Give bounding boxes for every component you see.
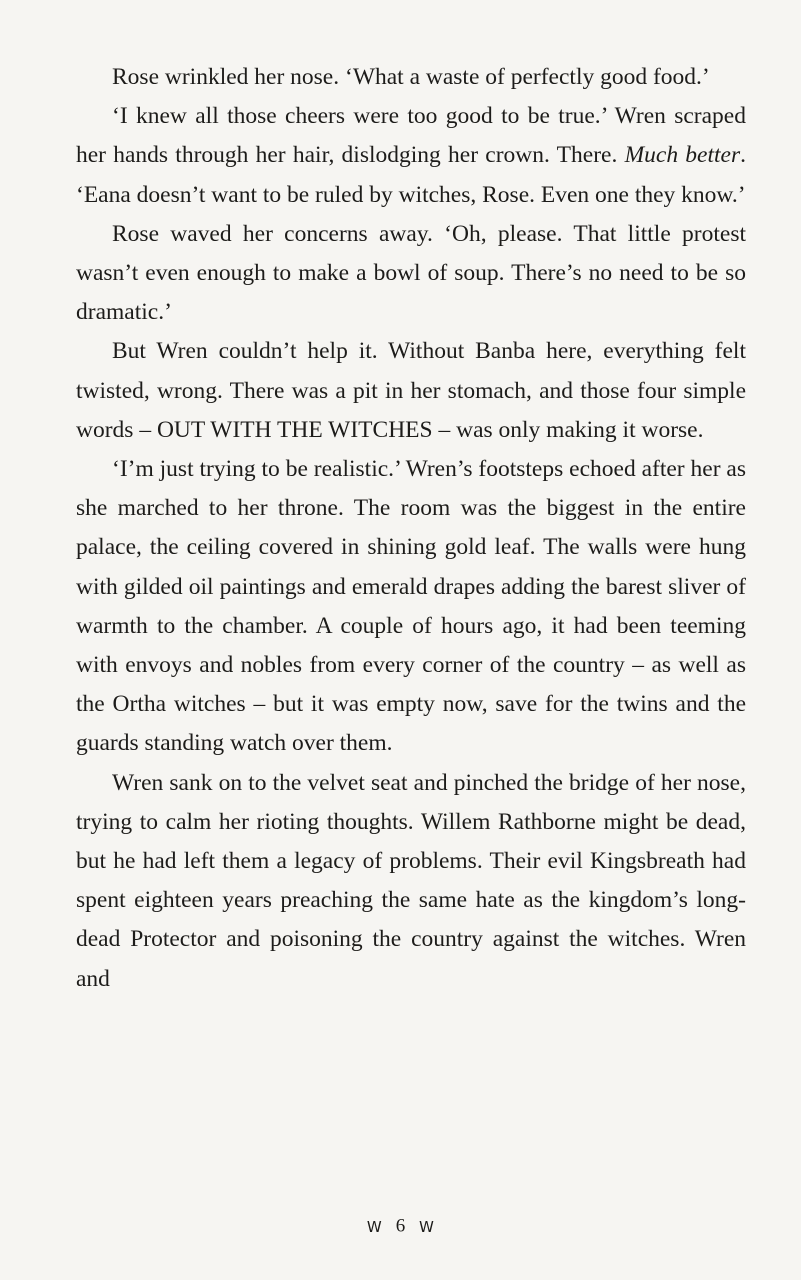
right-crown-ornament-icon: W — [419, 1217, 435, 1236]
text-run: Rose waved her concerns away. ‘Oh, please. That little protest wasn’t even enough to make a bowl of soup. There’s no need to be so dramatic.’ — [76, 220, 746, 326]
text-run: ‘I knew all those cheers were too good to be true.’ Wren scraped her hands through her hair, dislodging her crown. There. — [76, 103, 746, 169]
paragraph — [76, 97, 746, 215]
paragraph — [76, 58, 746, 97]
text-run: Wren sank on to the velvet seat and pinched the bridge of her nose, trying to calm her rioting thoughts. Willem Rathborne might be dead, but he had left them a legacy of problems. Their evil Kingsbreath had spent eighteen years preaching the same hate as the kingdom’s long-dead Protector and poisoning the country against the witches. Wren and — [76, 769, 746, 992]
text-run: ‘I’m just trying to be realistic.’ Wren’s footsteps echoed after her as she marched to her throne. The room was the biggest in the entire palace, the ceiling covered in shining gold leaf. The walls were hung with gilded oil paintings and emerald drapes adding the barest sliver of warmth to the chamber. A couple of hours ago, it had been teeming with envoys and nobles from every corner of the country – as well as the Ortha witches – but it was empty now, save for the twins and the guards standing watch over them. — [76, 456, 746, 757]
text-run: . ‘Eana doesn’t want to be ruled by witches, Rose. Even one they know.’ — [76, 142, 746, 208]
paragraph — [76, 450, 746, 764]
left-crown-ornament-icon: W — [366, 1217, 382, 1236]
paragraph — [76, 215, 746, 333]
paragraph — [76, 332, 746, 450]
text-run: Rose wrinkled her nose. ‘What a waste of perfectly good food.’ — [112, 64, 710, 90]
page-body — [76, 58, 746, 999]
text-run: But Wren couldn’t help it. Without Banba here, everything felt twisted, wrong. There was a pit in her stomach, and those four simple words – OUT WITH THE WITCHES – was only making it worse. — [76, 338, 746, 443]
paragraph — [76, 764, 746, 999]
italic-text-run: Much better — [624, 142, 741, 169]
page-footer — [0, 1214, 801, 1239]
page-number: 6 — [395, 1215, 406, 1237]
